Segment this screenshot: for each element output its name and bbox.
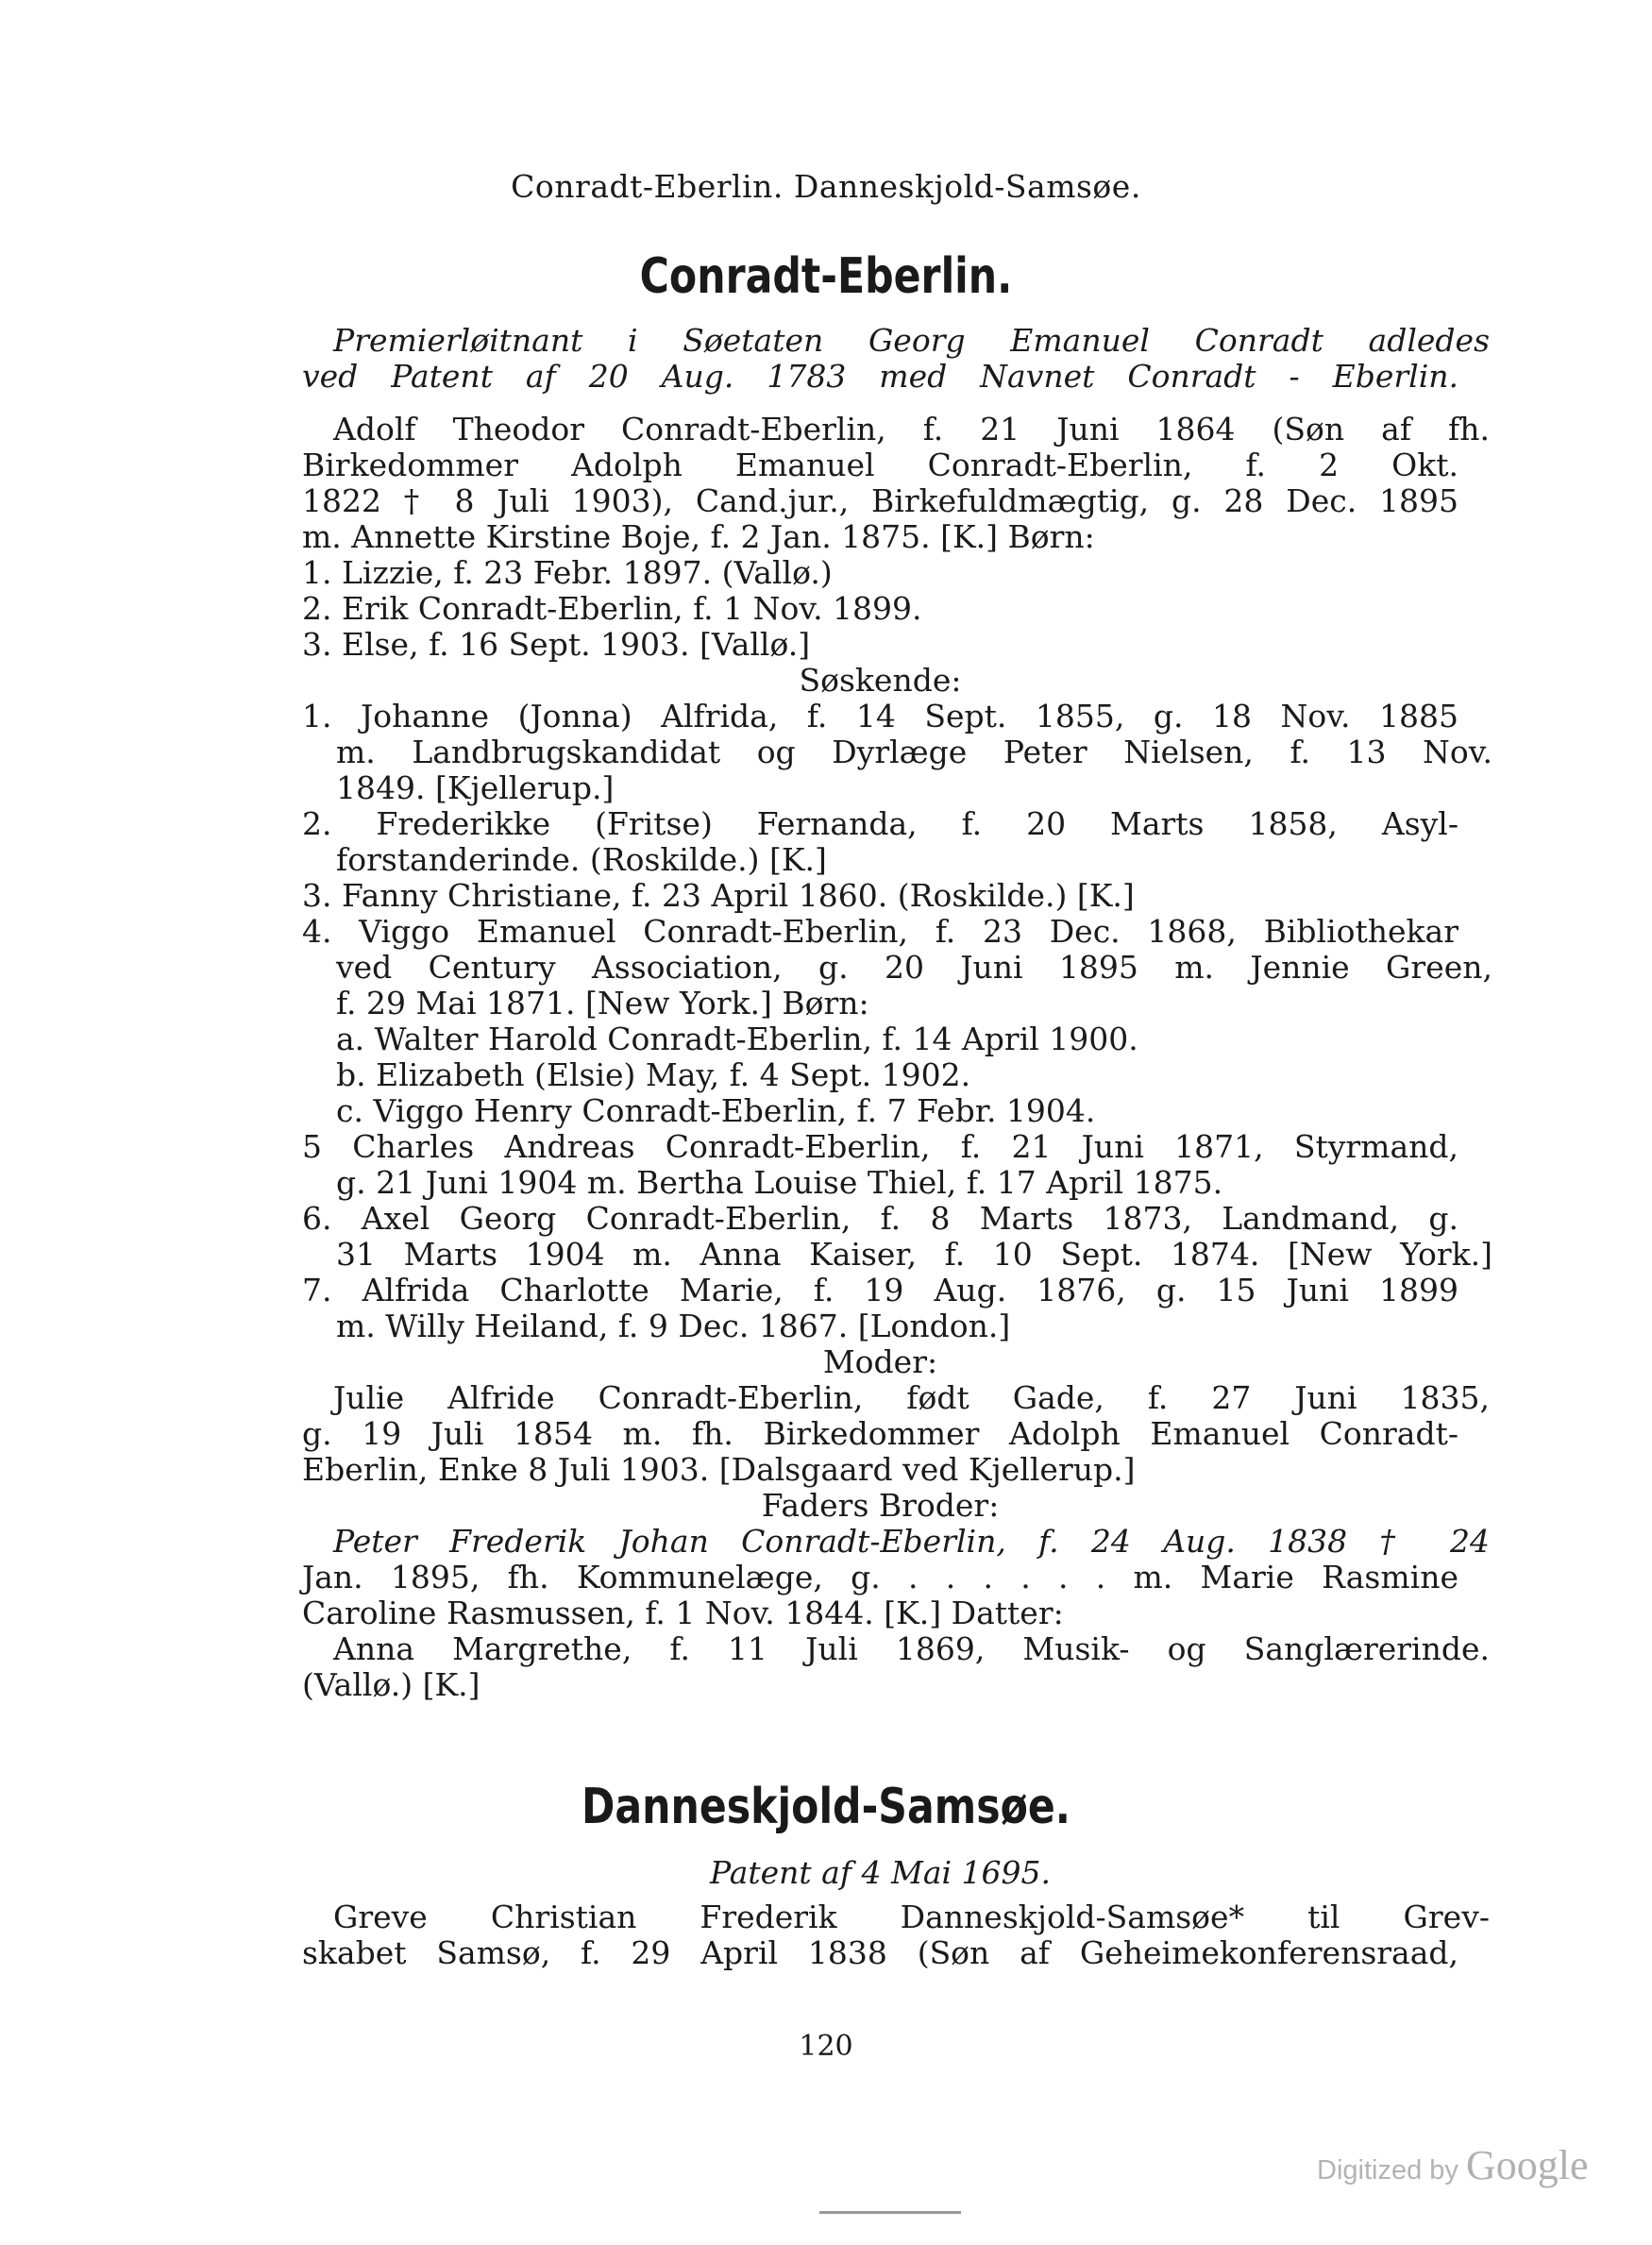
sibling-line: m. Willy Heiland, f. 9 Dec. 1867. [London.] (336, 1308, 1011, 1344)
uncle-line: Anna Margrethe, f. 11 Juli 1869, Musik- og Sanglærerinde. (333, 1630, 1490, 1667)
patent-line: ved Patent af 20 Aug. 1783 med Navnet Conradt - Eberlin. (302, 358, 1458, 395)
sibling-line: 1849. [Kjellerup.] (336, 769, 615, 806)
subheading-fathers-brother: Faders Broder: (761, 1487, 1000, 1524)
digitized-by-watermark (1317, 2141, 1589, 2189)
uncle-line: Caroline Rasmussen, f. 1 Nov. 1844. [K.] Datter: (302, 1595, 1064, 1631)
mother-line: Eberlin, Enke 8 Juli 1903. [Dalsgaard ved Kjellerup.] (302, 1451, 1136, 1488)
uncle-line: Peter Frederik Johan Conradt-Eberlin, f. 24 Aug. 1838 † 24 (333, 1523, 1490, 1560)
digitized-label: Digitized by (1317, 2155, 1458, 2186)
sibling-line: 4. Viggo Emanuel Conradt-Eberlin, f. 23 Dec. 1868, Bibliothekar (302, 913, 1458, 950)
entry-line: Birkedommer Adolph Emanuel Conradt-Eberlin, f. 2 Okt. (302, 447, 1458, 483)
sibling-line: a. Walter Harold Conradt-Eberlin, f. 14 April 1900. (336, 1021, 1138, 1057)
subheading-mother: Moder: (822, 1343, 938, 1380)
sibling-line: ved Century Association, g. 20 Juni 1895 m. Jennie Green, (336, 949, 1492, 986)
sibling-line: f. 29 Mai 1871. [New York.] Børn: (336, 985, 869, 1021)
entry-line: Greve Christian Frederik Danneskjold-Samsøe* til Grev- (333, 1899, 1490, 1935)
sibling-line: forstanderinde. (Roskilde.) [K.] (336, 841, 827, 878)
patent-line: Patent af 4 Mai 1695. (709, 1854, 1052, 1891)
sibling-line: 5 Charles Andreas Conradt-Eberlin, f. 21 Juni 1871, Styrmand, (302, 1128, 1458, 1165)
sibling-line: 31 Marts 1904 m. Anna Kaiser, f. 10 Sept. 1874. [New York.] (336, 1236, 1492, 1273)
subheading-siblings: Søskende: (799, 662, 962, 699)
section-title-danneskjold-samsoe: Danneskjold-Samsøe. (581, 1779, 1070, 1835)
sibling-line: g. 21 Juni 1904 m. Bertha Louise Thiel, f. 17 April 1875. (336, 1164, 1223, 1201)
uncle-line: Jan. 1895, fh. Kommunelæge, g. . . . . . . m. Marie Rasmine (302, 1559, 1458, 1595)
sibling-line: m. Landbrugskandidat og Dyrlæge Peter Nielsen, f. 13 Nov. (336, 734, 1492, 770)
child-line: 3. Else, f. 16 Sept. 1903. [Vallø.] (302, 626, 811, 663)
child-line: 2. Erik Conradt-Eberlin, f. 1 Nov. 1899. (302, 590, 922, 627)
sibling-line: 2. Frederikke (Fritse) Fernanda, f. 20 Marts 1858, Asyl- (302, 805, 1458, 842)
entry-line: skabet Samsø, f. 29 April 1838 (Søn af Geheimekonferensraad, (302, 1934, 1458, 1971)
entry-line: m. Annette Kirstine Boje, f. 2 Jan. 1875. [K.] Børn: (302, 518, 1095, 555)
sibling-line: 7. Alfrida Charlotte Marie, f. 19 Aug. 1876, g. 15 Juni 1899 (302, 1272, 1458, 1308)
running-head: Conradt-Eberlin. Danneskjold-Samsøe. (511, 168, 1141, 205)
google-logo: Google (1465, 2142, 1589, 2188)
sibling-line: c. Viggo Henry Conradt-Eberlin, f. 7 Febr. 1904. (336, 1092, 1096, 1129)
sibling-line: b. Elizabeth (Elsie) May, f. 4 Sept. 1902. (336, 1056, 971, 1093)
entry-line: 1822 † 8 Juli 1903), Cand.jur., Birkefuldmægtig, g. 28 Dec. 1895 (302, 482, 1458, 519)
entry-line: Adolf Theodor Conradt-Eberlin, f. 21 Juni 1864 (Søn af fh. (333, 411, 1490, 447)
page-number: 120 (799, 2030, 853, 2063)
sibling-line: 3. Fanny Christiane, f. 23 April 1860. (Roskilde.) [K.] (302, 877, 1135, 914)
section-title-conradt-eberlin: Conradt-Eberlin. (639, 248, 1013, 305)
sibling-line: 6. Axel Georg Conradt-Eberlin, f. 8 Marts 1873, Landmand, g. (302, 1200, 1458, 1237)
mother-line: g. 19 Juli 1854 m. fh. Birkedommer Adolph Emanuel Conradt- (302, 1415, 1458, 1452)
bottom-rule (819, 2211, 961, 2214)
child-line: 1. Lizzie, f. 23 Febr. 1897. (Vallø.) (302, 554, 833, 591)
mother-line: Julie Alfride Conradt-Eberlin, født Gade, f. 27 Juni 1835, (333, 1379, 1490, 1416)
uncle-line: (Vallø.) [K.] (302, 1666, 480, 1703)
sibling-line: 1. Johanne (Jonna) Alfrida, f. 14 Sept. 1855, g. 18 Nov. 1885 (302, 698, 1458, 734)
patent-line: Premierløitnant i Søetaten Georg Emanuel Conradt adledes (333, 322, 1490, 359)
